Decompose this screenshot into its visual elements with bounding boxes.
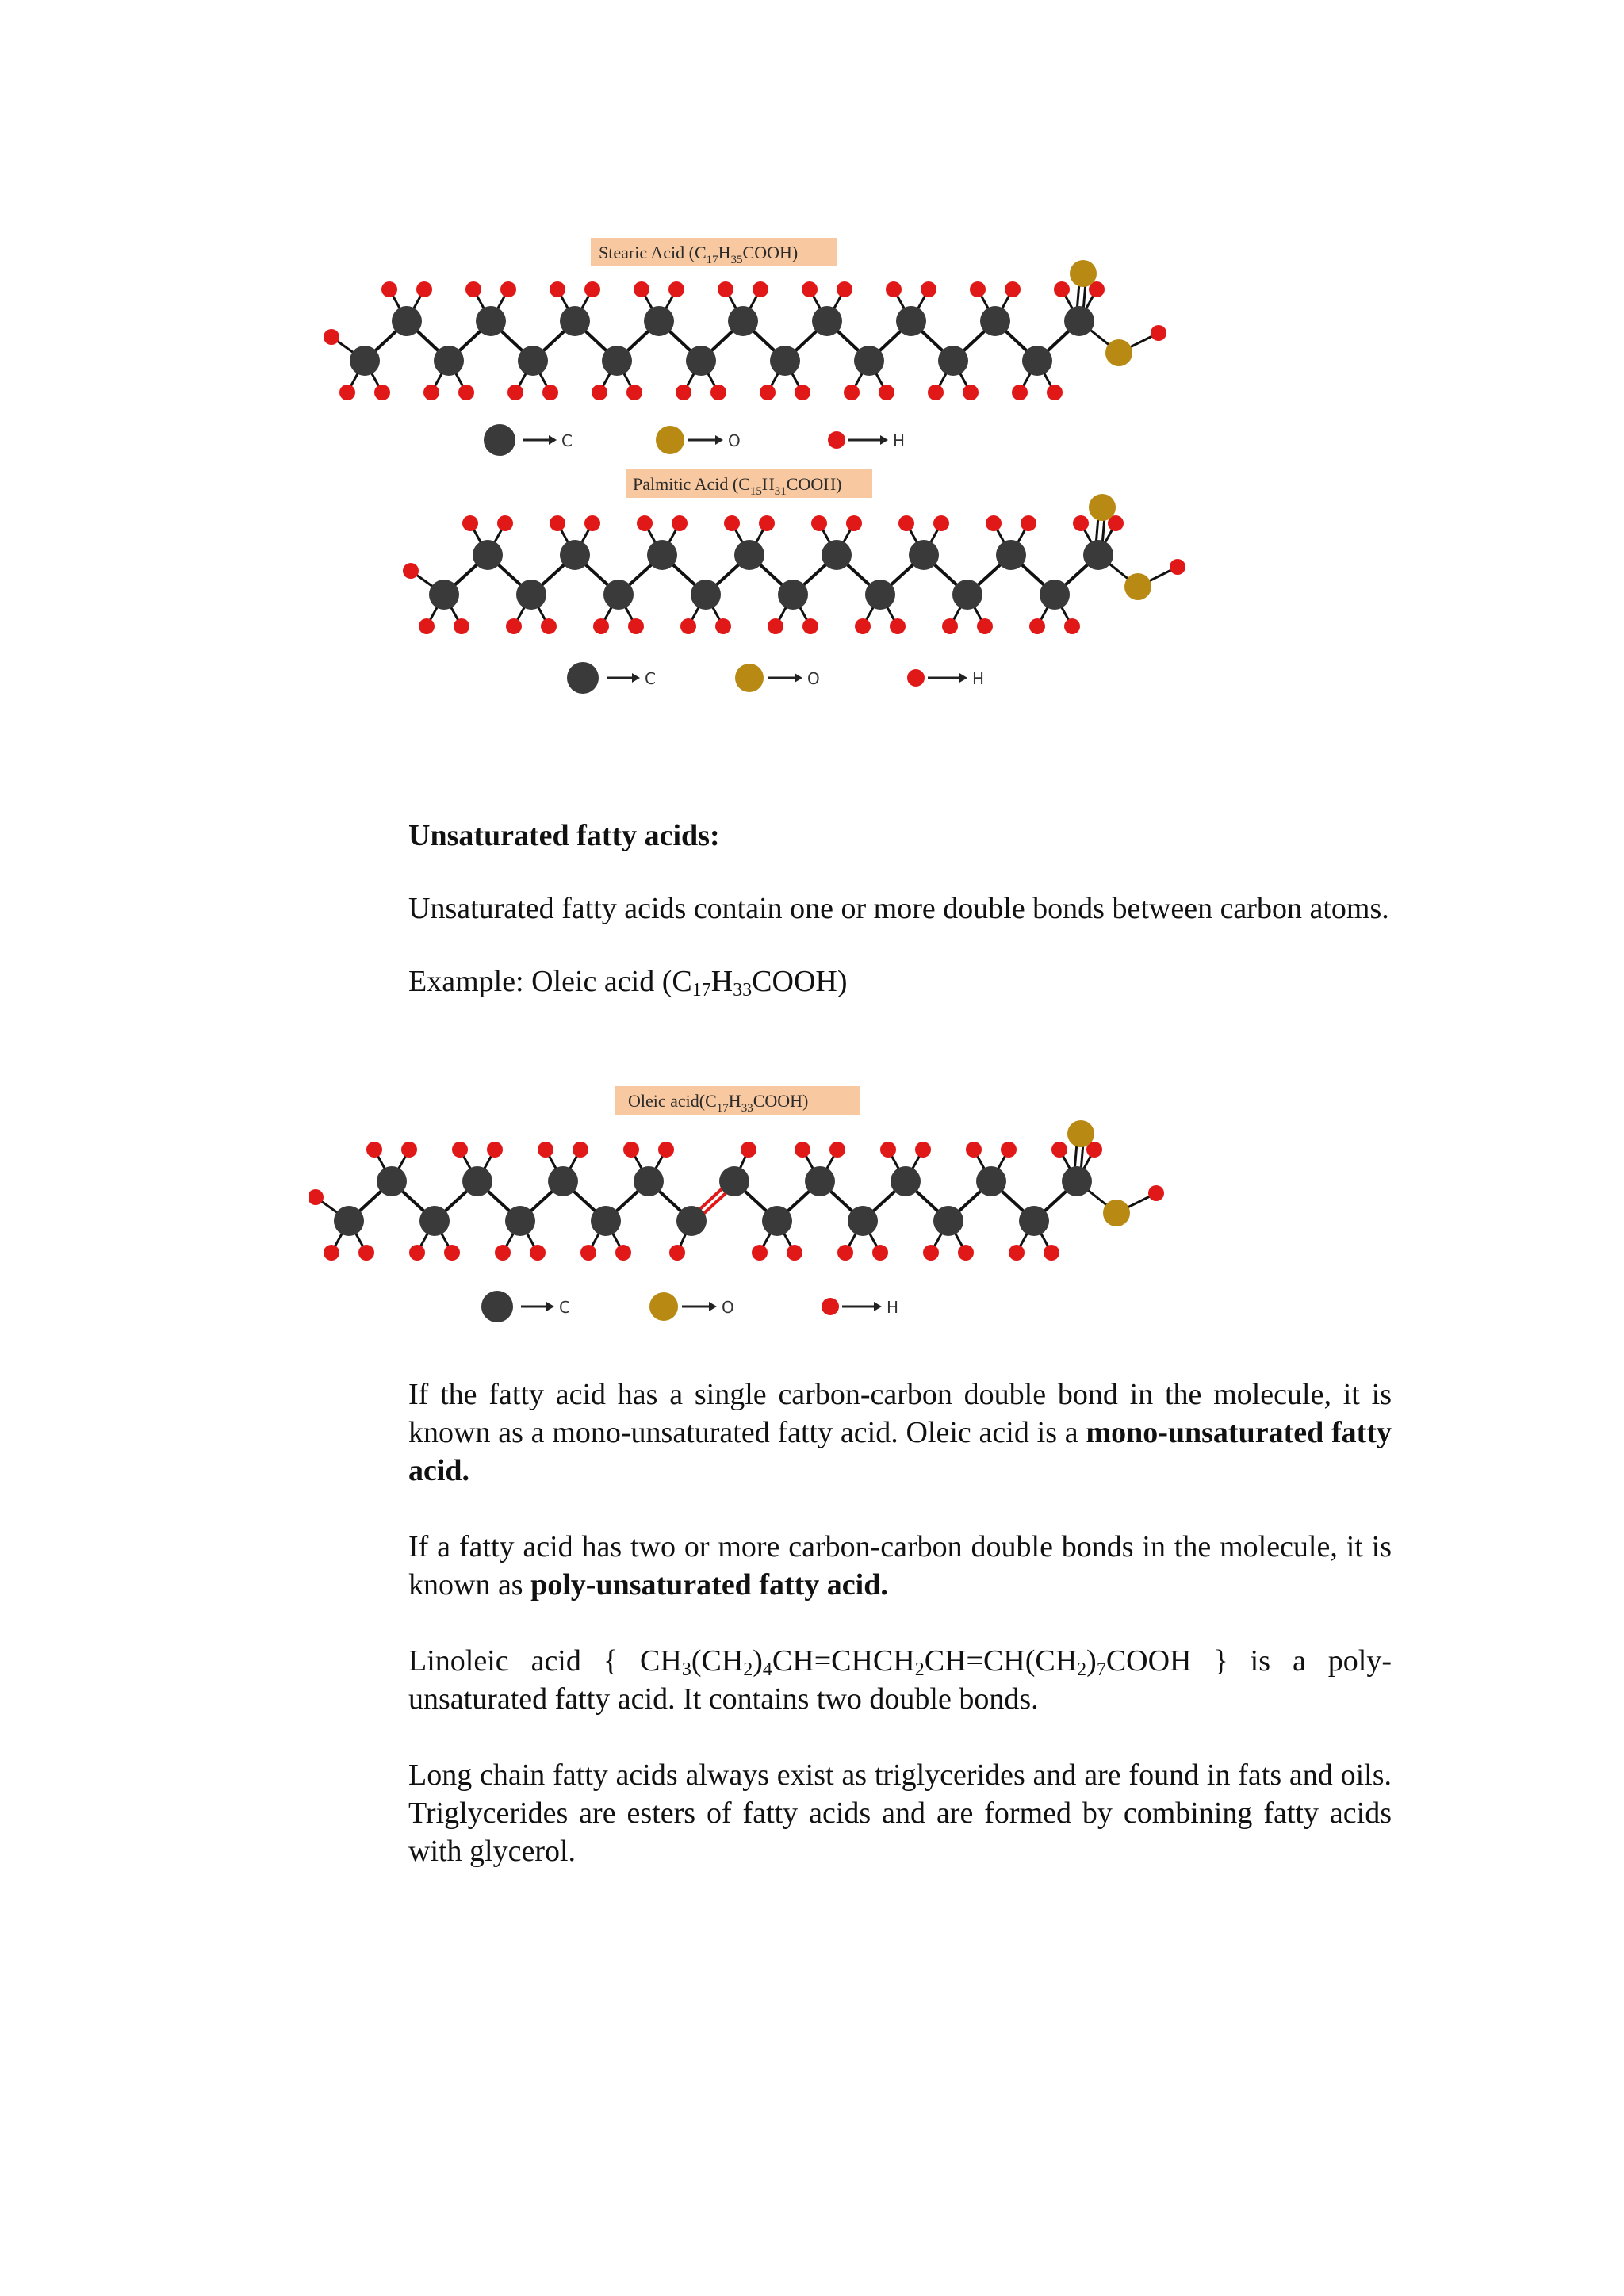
carbon-atom [350, 346, 380, 376]
carbon-atom [591, 1206, 621, 1236]
carbon-atom [676, 1206, 707, 1236]
carbon-atom [1040, 580, 1070, 610]
hydrogen-atom [1009, 1245, 1025, 1261]
hydrogen-atom [465, 281, 481, 297]
oleic-label: Oleic $acid(C_{17}H_{33}COOH)$ [628, 1091, 809, 1115]
carbon-atom [603, 580, 634, 610]
oxygen-atom [1103, 1200, 1130, 1226]
hydrogen-atom [1148, 1185, 1164, 1201]
carbon-atom [644, 306, 674, 336]
carbon-atom [1019, 1206, 1049, 1236]
hydrogen-atom [615, 1245, 631, 1261]
oxygen-atom [1124, 573, 1151, 600]
oxygen-atom [1089, 494, 1116, 521]
carbon-atom [647, 540, 677, 570]
carbon-atom [812, 306, 842, 336]
stearic-acid-figure [317, 230, 1269, 476]
hydrogen-atom [837, 281, 852, 297]
legend-hydrogen-atom [828, 431, 845, 449]
hydrogen-atom [506, 618, 522, 634]
carbon-atom [822, 540, 852, 570]
carbon-atom [434, 346, 464, 376]
carbon-atom [728, 306, 758, 336]
hydrogen-atom [680, 618, 696, 634]
carbon-atom [334, 1206, 364, 1236]
carbon-atom [1064, 306, 1094, 336]
carbon-atom [734, 540, 764, 570]
carbon-atom [938, 346, 968, 376]
carbon-atom [377, 1166, 407, 1196]
hydrogen-atom [923, 1245, 939, 1261]
hydrogen-atom [637, 515, 653, 531]
hydrogen-atom [623, 1142, 639, 1158]
hydrogen-atom [1001, 1142, 1017, 1158]
oxygen-atom [1105, 339, 1132, 366]
carbon-atom [1022, 346, 1052, 376]
legend-hydrogen-atom [822, 1298, 839, 1315]
stearic-label: Stearic Acid $(C_{17}H_{35}COOH)$ [599, 243, 799, 266]
hydrogen-atom [710, 385, 726, 400]
hydrogen-atom [658, 1142, 674, 1158]
hydrogen-atom [452, 1142, 468, 1158]
carbon-atom [392, 306, 422, 336]
hydrogen-atom [837, 1245, 853, 1261]
legend-carbon-atom [481, 1291, 513, 1322]
hydrogen-atom [580, 1245, 596, 1261]
hydrogen-atom [811, 515, 827, 531]
hydrogen-atom [1170, 559, 1185, 575]
legend-c-label: C [561, 431, 573, 450]
hydrogen-atom [970, 281, 986, 297]
hydrogen-atom [628, 618, 644, 634]
hydrogen-atom [497, 515, 513, 531]
hydrogen-atom [759, 515, 775, 531]
carbon-atom [462, 1166, 492, 1196]
hydrogen-atom [1044, 1245, 1059, 1261]
hydrogen-atom [541, 618, 557, 634]
hydrogen-atom [795, 1142, 810, 1158]
hydrogen-atom [401, 1142, 417, 1158]
hydrogen-atom [886, 281, 902, 297]
hydrogen-atom [573, 1142, 588, 1158]
hydrogen-atom [530, 1245, 546, 1261]
carbon-atom [854, 346, 884, 376]
hydrogen-atom [668, 281, 684, 297]
paragraph-poly-unsaturated: If a fatty acid has two or more carbon-carbon double bonds in the molecule, it is known as poly-unsaturated fatty acid. [408, 1530, 1392, 1601]
hydrogen-atom [324, 1245, 339, 1261]
hydrogen-atom [634, 281, 649, 297]
legend-carbon-atom [567, 662, 599, 694]
hydrogen-atom [760, 385, 776, 400]
carbon-atom [770, 346, 800, 376]
hydrogen-atom [672, 515, 688, 531]
carbon-atom [848, 1206, 878, 1236]
carbon-atom [980, 306, 1010, 336]
hydrogen-atom [958, 1245, 974, 1261]
hydrogen-atom [584, 515, 600, 531]
hydrogen-atom [768, 618, 783, 634]
carbon-atom [891, 1166, 921, 1196]
hydrogen-atom [753, 281, 768, 297]
legend-o-label: O [728, 431, 741, 450]
palmitic-label: Palmitic Acid $(C_{15}H_{31}COOH)$ [633, 474, 842, 498]
carbon-atom [719, 1166, 749, 1196]
oxygen-atom [1070, 260, 1097, 287]
hydrogen-atom [844, 385, 860, 400]
paragraph-example: Example: Oleic acid $(C_{17}H_{33}COOH)$ [408, 965, 848, 1001]
hydrogen-atom [986, 515, 1002, 531]
carbon-atom [686, 346, 716, 376]
carbon-atom [505, 1206, 535, 1236]
paragraph-definition: Unsaturated fatty acids contain one or more double bonds between carbon atoms. [408, 892, 1389, 925]
heading-unsaturated: Unsaturated fatty acids: [408, 819, 720, 852]
legend-c-label: C [559, 1298, 570, 1317]
hydrogen-atom [462, 515, 478, 531]
hydrogen-atom [487, 1142, 503, 1158]
hydrogen-atom [542, 385, 558, 400]
hydrogen-atom [880, 1142, 896, 1158]
hydrogen-atom [419, 618, 435, 634]
hydrogen-atom [550, 515, 565, 531]
hydrogen-atom [1012, 385, 1028, 400]
hydrogen-atom [584, 281, 600, 297]
carbon-atom [476, 306, 506, 336]
hydrogen-atom [787, 1245, 802, 1261]
hydrogen-atom [626, 385, 642, 400]
carbon-atom [976, 1166, 1006, 1196]
carbon-atom [419, 1206, 450, 1236]
hydrogen-atom [1151, 325, 1166, 341]
hydrogen-atom [358, 1245, 374, 1261]
hydrogen-atom [495, 1245, 511, 1261]
carbon-atom [691, 580, 721, 610]
carbon-atom [518, 346, 548, 376]
hydrogen-atom [1073, 515, 1089, 531]
oleic-acid-diagram [309, 1078, 1316, 1332]
carbon-atom [933, 1206, 963, 1236]
carbon-atom [865, 580, 895, 610]
carbon-atom [1062, 1166, 1092, 1196]
hydrogen-atom [324, 329, 339, 345]
hydrogen-atom [409, 1245, 425, 1261]
hydrogen-atom [915, 1142, 931, 1158]
carbon-atom [805, 1166, 835, 1196]
hydrogen-atom [1047, 385, 1063, 400]
hydrogen-atom [1029, 618, 1045, 634]
carbon-atom [896, 306, 926, 336]
oleic-acid-figure [309, 1078, 1316, 1332]
hydrogen-atom [374, 385, 390, 400]
hydrogen-atom [676, 385, 691, 400]
carbon-atom [634, 1166, 664, 1196]
legend-carbon-atom [484, 424, 515, 456]
hydrogen-atom [802, 281, 818, 297]
hydrogen-atom [846, 515, 862, 531]
carbon-atom [909, 540, 939, 570]
carbon-atom [952, 580, 982, 610]
hydrogen-atom [381, 281, 397, 297]
hydrogen-atom [752, 1245, 768, 1261]
hydrogen-atom [1021, 515, 1036, 531]
hydrogen-atom [592, 385, 607, 400]
hydrogen-atom [715, 618, 731, 634]
hydrogen-atom [966, 1142, 982, 1158]
carbon-atom [560, 540, 590, 570]
hydrogen-atom [454, 618, 469, 634]
hydrogen-atom [795, 385, 810, 400]
palmitic-acid-figure [393, 468, 1265, 714]
paragraph-triglycerides: Long chain fatty acids always exist as triglycerides and are found in fats and oils. Triglycerides are esters of fatty acids and are formed by combining fatty acids with glycerol. [408, 1758, 1392, 1868]
hydrogen-atom [741, 1142, 756, 1158]
paragraph-mono-unsaturated: If the fatty acid has a single carbon-carbon double bond in the molecule, it is known as a mono-unsaturated fatty acid. Oleic acid is a mono-unsaturated fatty acid. [408, 1378, 1392, 1487]
hydrogen-atom [1005, 281, 1021, 297]
hydrogen-atom [538, 1142, 553, 1158]
legend-o-label: O [807, 669, 820, 688]
hydrogen-atom [550, 281, 565, 297]
hydrogen-atom [872, 1245, 888, 1261]
legend-oxygen-atom [656, 426, 684, 454]
hydrogen-atom [500, 281, 516, 297]
hydrogen-atom [339, 385, 355, 400]
text-section-2 [408, 1376, 1392, 1870]
carbon-atom [602, 346, 632, 376]
hydrogen-atom [444, 1245, 460, 1261]
hydrogen-atom [933, 515, 949, 531]
stearic-acid-diagram [317, 230, 1269, 476]
hydrogen-atom [879, 385, 894, 400]
legend-h-label: H [893, 431, 906, 450]
hydrogen-atom [921, 281, 936, 297]
legend-c-label: C [645, 669, 656, 688]
legend-h-label: H [972, 669, 985, 688]
hydrogen-atom [1051, 1142, 1067, 1158]
carbon-atom [548, 1166, 578, 1196]
hydrogen-atom [669, 1245, 685, 1261]
carbon-atom [996, 540, 1026, 570]
hydrogen-atom [829, 1142, 845, 1158]
hydrogen-atom [423, 385, 439, 400]
hydrogen-atom [890, 618, 906, 634]
hydrogen-atom [416, 281, 432, 297]
legend-h-label: H [887, 1298, 899, 1317]
carbon-atom [778, 580, 808, 610]
hydrogen-atom [963, 385, 979, 400]
carbon-atom [516, 580, 546, 610]
hydrogen-atom [508, 385, 523, 400]
legend-o-label: O [722, 1298, 734, 1317]
carbon-atom [429, 580, 459, 610]
carbon-atom [560, 306, 590, 336]
hydrogen-atom [977, 618, 993, 634]
legend-hydrogen-atom [907, 669, 925, 687]
hydrogen-atom [458, 385, 474, 400]
hydrogen-atom [1064, 618, 1080, 634]
legend-oxygen-atom [649, 1292, 678, 1321]
hydrogen-atom [403, 563, 419, 579]
carbon-atom [762, 1206, 792, 1236]
hydrogen-atom [898, 515, 914, 531]
hydrogen-atom [718, 281, 733, 297]
paragraph-linoleic: Linoleic acid { $CH_3(CH_2)_4CH=CHCH_2CH=CH(CH_2)_7COOH$ } is a poly-unsaturated fatty acid. It contains two double bonds. [408, 1644, 1392, 1716]
carbon-atom [1083, 540, 1113, 570]
legend-oxygen-atom [735, 664, 764, 692]
hydrogen-atom [928, 385, 944, 400]
palmitic-acid-diagram [393, 468, 1265, 714]
oxygen-atom [1067, 1120, 1094, 1147]
text-section-1 [408, 817, 1392, 1001]
carbon-atom [473, 540, 503, 570]
hydrogen-atom [1054, 281, 1070, 297]
hydrogen-atom [802, 618, 818, 634]
hydrogen-atom [593, 618, 609, 634]
hydrogen-atom [855, 618, 871, 634]
hydrogen-atom [366, 1142, 382, 1158]
hydrogen-atom [942, 618, 958, 634]
hydrogen-atom [724, 515, 740, 531]
